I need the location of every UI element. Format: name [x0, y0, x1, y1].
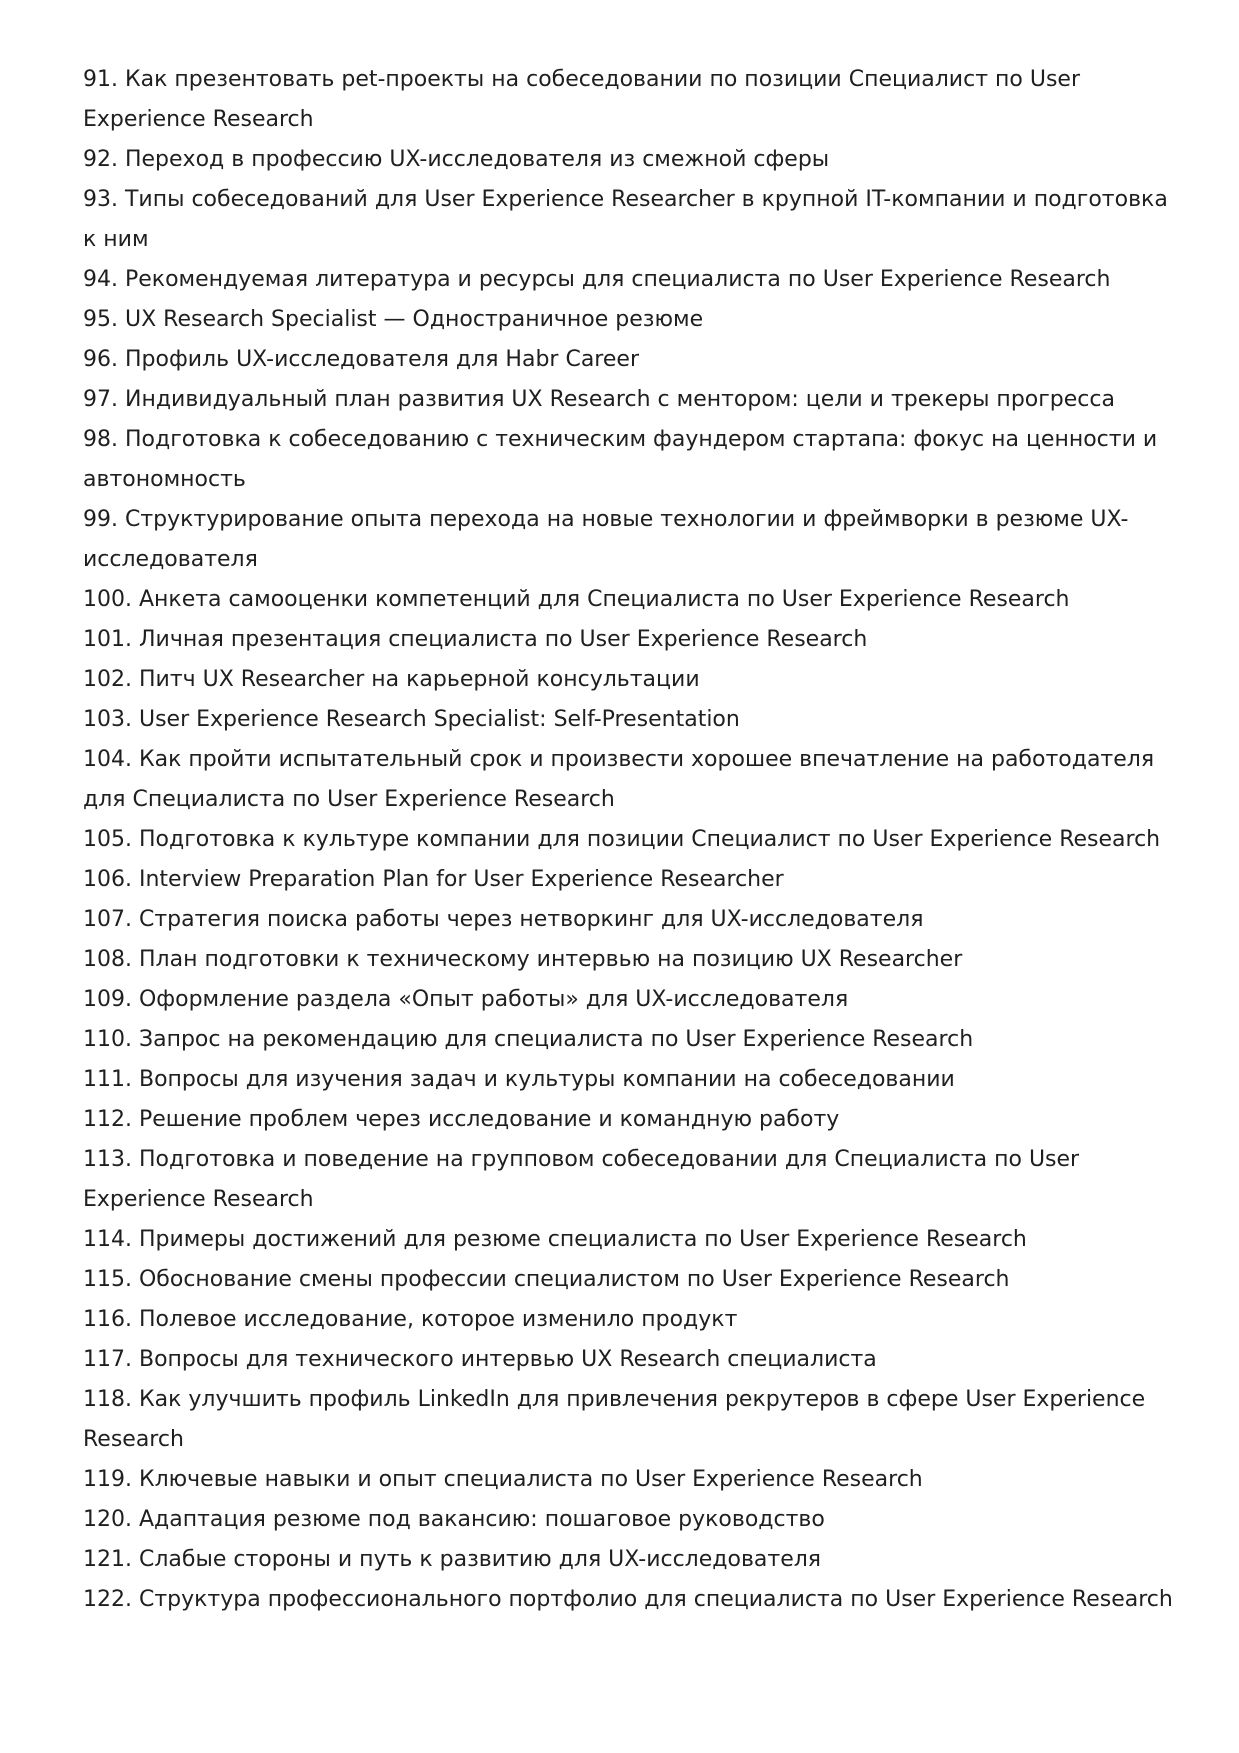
list-item: 91. Как презентовать pet-проекты на собеседовании по позиции Специалист по User Experience Research	[83, 67, 1080, 132]
list-item: 110. Запрос на рекомендацию для специалиста по User Experience Research	[83, 1027, 974, 1052]
list-item: 122. Структура профессионального портфолио для специалиста по User Experience Research	[83, 1587, 1173, 1612]
list-item: 108. План подготовки к техническому интервью на позицию UX Researcher	[83, 947, 963, 972]
list-item: 92. Переход в профессию UX-исследователя из смежной сферы	[83, 147, 830, 172]
document-page	[83, 60, 1173, 1620]
list-item: 95. UX Research Specialist — Одностраничное резюме	[83, 307, 704, 332]
list-item: 120. Адаптация резюме под вакансию: пошаговое руководство	[83, 1507, 825, 1532]
list-item: 117. Вопросы для технического интервью UX Research специалиста	[83, 1347, 877, 1372]
list-item: 115. Обоснование смены профессии специалистом по User Experience Research	[83, 1267, 1010, 1292]
list-item: 114. Примеры достижений для резюме специалиста по User Experience Research	[83, 1227, 1027, 1252]
list-item: 112. Решение проблем через исследование и командную работу	[83, 1107, 840, 1132]
list-item: 111. Вопросы для изучения задач и культуры компании на собеседовании	[83, 1067, 955, 1092]
list-item: 106. Interview Preparation Plan for User Experience Researcher	[83, 867, 784, 892]
list-item: 101. Личная презентация специалиста по User Experience Research	[83, 627, 868, 652]
list-item: 119. Ключевые навыки и опыт специалиста по User Experience Research	[83, 1467, 923, 1492]
list-item: 105. Подготовка к культуре компании для позиции Специалист по User Experience Research	[83, 827, 1161, 852]
list-item: 104. Как пройти испытательный срок и произвести хорошее впечатление на работодателя для Специалиста по User Experience Research	[83, 747, 1155, 812]
list-item: 94. Рекомендуемая литература и ресурсы для специалиста по User Experience Research	[83, 267, 1111, 292]
list-item: 97. Индивидуальный план развития UX Research с ментором: цели и трекеры прогресса	[83, 387, 1115, 412]
list-item: 98. Подготовка к собеседованию с техническим фаундером стартапа: фокус на ценности и автономность	[83, 427, 1158, 492]
list-item: 99. Структурирование опыта перехода на новые технологии и фреймворки в резюме UX-исследователя	[83, 507, 1129, 572]
list-item: 103. User Experience Research Specialist: Self-Presentation	[83, 707, 740, 732]
list-item: 102. Питч UX Researcher на карьерной консультации	[83, 667, 700, 692]
list-item: 96. Профиль UX-исследователя для Habr Career	[83, 347, 639, 372]
list-item: 109. Оформление раздела «Опыт работы» для UX-исследователя	[83, 987, 849, 1012]
list-item: 113. Подготовка и поведение на групповом собеседовании для Специалиста по User Experience Research	[83, 1147, 1080, 1212]
list-item: 107. Стратегия поиска работы через нетворкинг для UX-исследователя	[83, 907, 924, 932]
list-item: 116. Полевое исследование, которое изменило продукт	[83, 1307, 738, 1332]
list-item: 93. Типы собеседований для User Experience Researcher в крупной IT-компании и подготовка к ним	[83, 187, 1168, 252]
list-item: 118. Как улучшить профиль LinkedIn для привлечения рекрутеров в сфере User Experience Research	[83, 1387, 1146, 1452]
list-item: 121. Слабые стороны и путь к развитию для UX-исследователя	[83, 1547, 822, 1572]
list-item: 100. Анкета самооценки компетенций для Специалиста по User Experience Research	[83, 587, 1070, 612]
